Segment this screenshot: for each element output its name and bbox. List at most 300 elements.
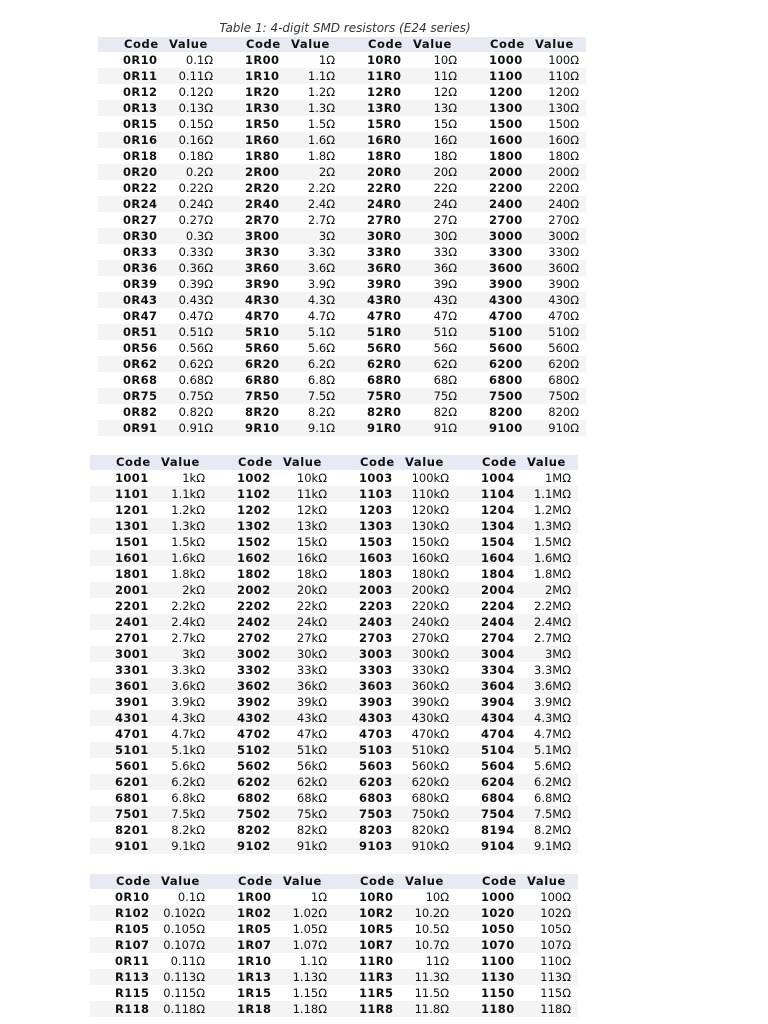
cell-code: 7500 [489,389,523,403]
cell-value: 5.6Ω [307,341,335,355]
cell-value: 62Ω [433,357,457,371]
cell-value: 120kΩ [411,503,449,517]
table-row [90,806,578,822]
cell-value: 0.3Ω [185,229,213,243]
cell-code: 2R40 [245,197,280,211]
cell-code: 11R5 [359,986,394,1000]
cell-value: 27Ω [433,213,457,227]
cell-code: 13R0 [367,101,402,115]
cell-code: 10R2 [359,906,394,920]
header-value: Value [291,37,330,51]
cell-code: 43R0 [367,293,402,307]
cell-value: 390Ω [548,277,579,291]
cell-code: 1002 [237,471,271,485]
table-row [98,276,586,292]
cell-code: 4703 [359,727,393,741]
cell-code: 6R20 [245,357,280,371]
cell-value: 30kΩ [296,647,327,661]
cell-code: 7R50 [245,389,280,403]
header-code: Code [116,874,151,888]
cell-value: 47kΩ [296,727,327,741]
cell-value: 9.1Ω [307,421,335,435]
cell-value: 510Ω [548,325,579,339]
cell-value: 3kΩ [182,647,205,661]
cell-code: 0R68 [123,373,158,387]
cell-code: 3000 [489,229,523,243]
cell-code: 1202 [237,503,271,517]
table-row [90,694,578,710]
cell-value: 0.47Ω [178,309,213,323]
header-code: Code [482,874,517,888]
cell-code: 4702 [237,727,271,741]
cell-code: 82R0 [367,405,402,419]
table-e24-kilo-mega-ohms [90,455,578,854]
cell-code: 1102 [237,487,271,501]
cell-value: 7.5Ω [307,389,335,403]
cell-value: 2Ω [318,165,335,179]
cell-code: 3004 [481,647,515,661]
cell-code: 3304 [481,663,515,677]
cell-code: 1R50 [245,117,280,131]
cell-value: 0.1Ω [185,53,213,67]
table-row [98,68,586,84]
cell-value: 0.102Ω [163,906,205,920]
cell-value: 0.2Ω [185,165,213,179]
cell-value: 11.8Ω [414,1002,449,1016]
table-e24-ohms [98,37,586,436]
cell-code: 0R75 [123,389,158,403]
cell-code: 5604 [481,759,515,773]
cell-code: 1R05 [237,922,272,936]
cell-value: 0.62Ω [178,357,213,371]
cell-code: 3R30 [245,245,280,259]
table-row [98,244,586,260]
cell-code: 1R80 [245,149,280,163]
cell-value: 0.18Ω [178,149,213,163]
table-row [90,662,578,678]
cell-value: 3.3kΩ [171,663,205,677]
cell-value: 0.91Ω [178,421,213,435]
cell-code: 2201 [115,599,149,613]
cell-code: 8200 [489,405,523,419]
cell-code: 1100 [489,69,523,83]
cell-code: 1303 [359,519,393,533]
cell-code: 6203 [359,775,393,789]
cell-value: 270kΩ [411,631,449,645]
cell-code: 6804 [481,791,515,805]
cell-value: 0.115Ω [163,986,205,1000]
cell-code: 6202 [237,775,271,789]
cell-value: 750kΩ [411,807,449,821]
cell-code: 22R0 [367,181,402,195]
header-value: Value [535,37,574,51]
cell-value: 10.7Ω [414,938,449,952]
cell-code: 3002 [237,647,271,661]
cell-value: 620Ω [548,357,579,371]
cell-code: 2400 [489,197,523,211]
cell-code: 1R20 [245,85,280,99]
cell-value: 4.7Ω [307,309,335,323]
cell-code: 6801 [115,791,149,805]
cell-code: 2R70 [245,213,280,227]
header-code: Code [246,37,281,51]
header-code: Code [124,37,159,51]
header-code: Code [482,455,517,469]
cell-value: 102Ω [540,906,571,920]
header-value: Value [169,37,208,51]
cell-code: 5602 [237,759,271,773]
cell-code: 0R10 [123,53,158,67]
cell-code: 5R10 [245,325,280,339]
table-row [90,889,578,905]
table-row [98,324,586,340]
cell-value: 5.6kΩ [171,759,205,773]
cell-value: 56kΩ [296,759,327,773]
cell-value: 1.1Ω [307,69,335,83]
cell-value: 100Ω [548,53,579,67]
table-row [90,598,578,614]
cell-code: 7504 [481,807,515,821]
cell-value: 82kΩ [296,823,327,837]
cell-value: 1MΩ [544,471,571,485]
cell-value: 0.1Ω [177,890,205,904]
cell-value: 5.6MΩ [534,759,571,773]
cell-value: 0.56Ω [178,341,213,355]
cell-value: 11kΩ [296,487,327,501]
cell-value: 680kΩ [411,791,449,805]
cell-value: 75kΩ [296,807,327,821]
cell-code: 24R0 [367,197,402,211]
cell-value: 130kΩ [411,519,449,533]
cell-code: 4302 [237,711,271,725]
cell-code: 0R10 [115,890,150,904]
cell-value: 680Ω [548,373,579,387]
cell-code: 1500 [489,117,523,131]
cell-code: R105 [115,922,150,936]
cell-value: 120Ω [548,85,579,99]
cell-code: 56R0 [367,341,402,355]
cell-code: 91R0 [367,421,402,435]
cell-code: 0R12 [123,85,158,99]
table-row [98,212,586,228]
cell-code: 30R0 [367,229,402,243]
cell-code: 1R30 [245,101,280,115]
cell-value: 330kΩ [411,663,449,677]
cell-value: 13kΩ [296,519,327,533]
cell-code: 6R80 [245,373,280,387]
cell-value: 0.33Ω [178,245,213,259]
cell-value: 1Ω [318,53,335,67]
header-value: Value [161,455,200,469]
table-row [90,518,578,534]
cell-code: 1201 [115,503,149,517]
cell-code: R118 [115,1002,150,1016]
cell-value: 115Ω [540,986,571,1000]
table-row [98,196,586,212]
cell-value: 1.8MΩ [534,567,571,581]
table-row [90,470,578,486]
cell-code: 1R13 [237,970,272,984]
cell-value: 240Ω [548,197,579,211]
table-row [98,84,586,100]
cell-value: 820kΩ [411,823,449,837]
cell-code: 3902 [237,695,271,709]
cell-code: 2R00 [245,165,280,179]
cell-code: 8194 [481,823,515,837]
cell-code: 5103 [359,743,393,757]
cell-value: 3MΩ [544,647,571,661]
cell-code: 8202 [237,823,271,837]
cell-value: 107Ω [540,938,571,952]
cell-value: 20Ω [433,165,457,179]
cell-value: 11Ω [425,954,449,968]
cell-code: 1180 [481,1002,515,1016]
cell-value: 16Ω [433,133,457,147]
cell-value: 1Ω [310,890,327,904]
cell-code: R115 [115,986,150,1000]
cell-value: 220kΩ [411,599,449,613]
cell-code: 4R30 [245,293,280,307]
cell-value: 180kΩ [411,567,449,581]
cell-value: 1.5kΩ [171,535,205,549]
cell-value: 39Ω [433,277,457,291]
cell-code: 4R70 [245,309,280,323]
cell-code: R107 [115,938,150,952]
cell-code: 9R10 [245,421,280,435]
cell-code: 0R11 [115,954,150,968]
table-row [90,742,578,758]
cell-value: 1.6Ω [307,133,335,147]
cell-code: 1101 [115,487,149,501]
cell-value: 11Ω [433,69,457,83]
cell-value: 30Ω [433,229,457,243]
cell-code: 3001 [115,647,149,661]
cell-code: 1000 [481,890,515,904]
cell-value: 0.13Ω [178,101,213,115]
cell-value: 110Ω [548,69,579,83]
cell-value: 510kΩ [411,743,449,757]
cell-value: 330Ω [548,245,579,259]
table-row [98,148,586,164]
cell-code: 5603 [359,759,393,773]
cell-value: 150Ω [548,117,579,131]
cell-value: 11.3Ω [414,970,449,984]
cell-value: 390kΩ [411,695,449,709]
cell-code: 0R22 [123,181,158,195]
cell-code: 1504 [481,535,515,549]
cell-value: 240kΩ [411,615,449,629]
table-row [98,100,586,116]
cell-value: 560Ω [548,341,579,355]
cell-value: 160kΩ [411,551,449,565]
cell-value: 0.107Ω [163,938,205,952]
table-row [90,630,578,646]
cell-code: 4700 [489,309,523,323]
cell-code: 47R0 [367,309,402,323]
cell-value: 1.1kΩ [171,487,205,501]
cell-value: 51kΩ [296,743,327,757]
cell-value: 0.16Ω [178,133,213,147]
cell-code: 5R60 [245,341,280,355]
cell-value: 200kΩ [411,583,449,597]
cell-value: 1.18Ω [292,1002,327,1016]
cell-code: 5100 [489,325,523,339]
cell-code: 4304 [481,711,515,725]
cell-code: 1604 [481,551,515,565]
cell-code: 1204 [481,503,515,517]
cell-code: 10R0 [367,53,402,67]
cell-code: 2R20 [245,181,280,195]
cell-code: 3604 [481,679,515,693]
cell-value: 91Ω [433,421,457,435]
cell-code: 11R3 [359,970,394,984]
cell-value: 10.5Ω [414,922,449,936]
cell-value: 1.1Ω [299,954,327,968]
cell-value: 100kΩ [411,471,449,485]
cell-value: 2.2kΩ [171,599,205,613]
cell-value: 750Ω [548,389,579,403]
cell-value: 6.8kΩ [171,791,205,805]
table-row [90,969,578,985]
cell-value: 1.07Ω [292,938,327,952]
cell-value: 3.9kΩ [171,695,205,709]
cell-value: 6.2MΩ [534,775,571,789]
cell-value: 13Ω [433,101,457,115]
table-row [98,388,586,404]
table-row [90,774,578,790]
cell-value: 4.3kΩ [171,711,205,725]
table-row [98,132,586,148]
cell-code: 11R0 [359,954,394,968]
cell-value: 62kΩ [296,775,327,789]
table-row [90,822,578,838]
cell-value: 6.2kΩ [171,775,205,789]
table-row [98,308,586,324]
cell-value: 910Ω [548,421,579,435]
cell-code: 1R07 [237,938,272,952]
table-header [90,455,578,470]
cell-value: 130Ω [548,101,579,115]
cell-code: 0R13 [123,101,158,115]
cell-code: 1502 [237,535,271,549]
cell-code: 0R15 [123,117,158,131]
cell-value: 39kΩ [296,695,327,709]
cell-value: 0.12Ω [178,85,213,99]
cell-code: 1103 [359,487,393,501]
cell-value: 20kΩ [296,583,327,597]
cell-code: 1602 [237,551,271,565]
cell-code: 3901 [115,695,149,709]
cell-code: 1001 [115,471,149,485]
cell-code: 36R0 [367,261,402,275]
cell-value: 1.13Ω [292,970,327,984]
cell-value: 6.8Ω [307,373,335,387]
cell-value: 5.1Ω [307,325,335,339]
table-row [90,678,578,694]
cell-code: 1R18 [237,1002,272,1016]
cell-code: 2200 [489,181,523,195]
cell-code: 9100 [489,421,523,435]
cell-code: 6802 [237,791,271,805]
cell-code: 3904 [481,695,515,709]
table-row [90,838,578,854]
cell-code: 1301 [115,519,149,533]
cell-code: 1801 [115,567,149,581]
cell-code: 2204 [481,599,515,613]
table-row [90,1001,578,1017]
cell-value: 2.2Ω [307,181,335,195]
cell-value: 6.8MΩ [534,791,571,805]
table-row [90,566,578,582]
cell-value: 2kΩ [182,583,205,597]
header-code: Code [490,37,525,51]
table-e96-ohms [90,874,578,1017]
cell-value: 1.2MΩ [534,503,571,517]
cell-code: 1R00 [245,53,280,67]
cell-code: 3R90 [245,277,280,291]
cell-code: 2404 [481,615,515,629]
cell-code: 1203 [359,503,393,517]
cell-value: 3.6kΩ [171,679,205,693]
cell-code: 0R33 [123,245,158,259]
cell-code: 1R02 [237,906,272,920]
cell-value: 4.7kΩ [171,727,205,741]
cell-value: 12kΩ [296,503,327,517]
cell-code: 39R0 [367,277,402,291]
cell-code: 0R18 [123,149,158,163]
cell-value: 113Ω [540,970,571,984]
cell-value: 8.2kΩ [171,823,205,837]
table-row [90,710,578,726]
cell-value: 22Ω [433,181,457,195]
table-row [98,228,586,244]
cell-code: 1800 [489,149,523,163]
cell-value: 68Ω [433,373,457,387]
cell-code: 3R00 [245,229,280,243]
table-header [90,874,578,889]
cell-value: 4.3MΩ [534,711,571,725]
cell-code: 16R0 [367,133,402,147]
table-row [90,646,578,662]
cell-code: 1302 [237,519,271,533]
cell-value: 100Ω [540,890,571,904]
cell-code: 1501 [115,535,149,549]
cell-code: 9102 [237,839,271,853]
table-row [90,790,578,806]
cell-code: 9101 [115,839,149,853]
cell-code: 0R11 [123,69,158,83]
cell-code: 3301 [115,663,149,677]
cell-value: 4.7MΩ [534,727,571,741]
cell-value: 0.36Ω [178,261,213,275]
cell-code: 3302 [237,663,271,677]
cell-value: 24Ω [433,197,457,211]
cell-value: 16kΩ [296,551,327,565]
cell-code: 3003 [359,647,393,661]
cell-code: 2203 [359,599,393,613]
table-row [98,340,586,356]
cell-value: 91kΩ [296,839,327,853]
header-value: Value [283,455,322,469]
cell-code: 4701 [115,727,149,741]
cell-code: 10R0 [359,890,394,904]
cell-code: 18R0 [367,149,402,163]
table-row [98,372,586,388]
cell-code: 0R51 [123,325,158,339]
cell-code: 1100 [481,954,515,968]
cell-value: 820Ω [548,405,579,419]
cell-value: 22kΩ [296,599,327,613]
